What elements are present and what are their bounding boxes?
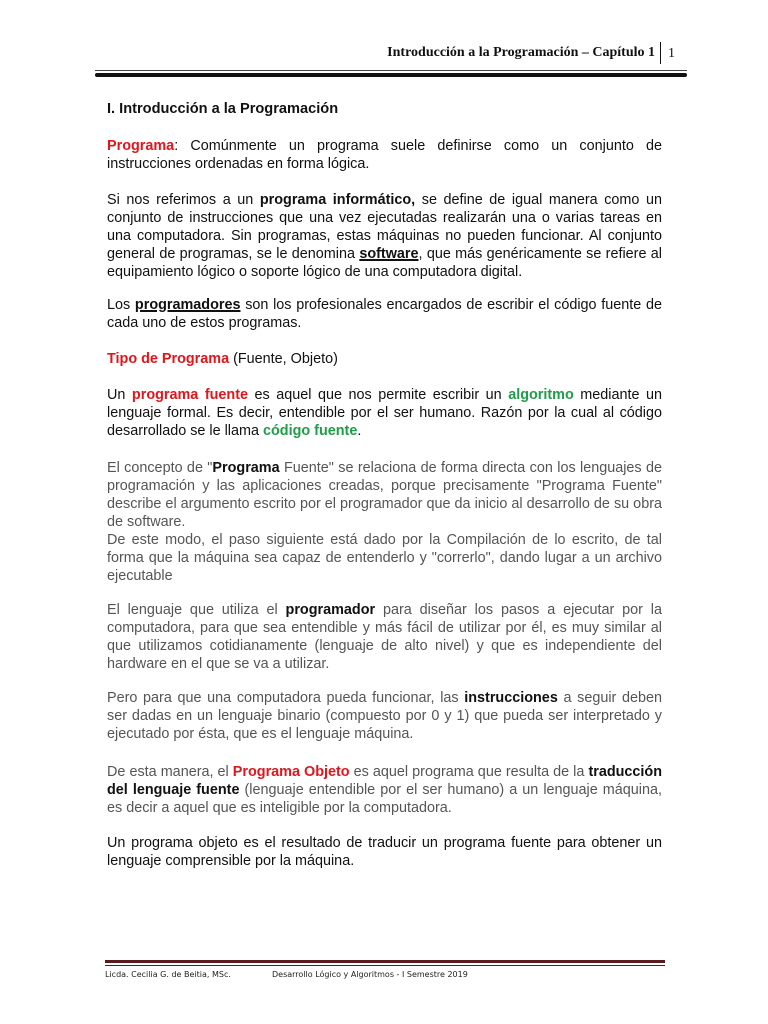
text: El concepto de " <box>107 460 213 476</box>
term-programa: Programa <box>212 460 280 476</box>
paragraph-programa <box>107 137 662 173</box>
footer-author: Licda. Cecilia G. de Beitia, MSc. <box>105 970 231 979</box>
text: Si nos referimos a un <box>107 192 260 208</box>
term-programador: programador <box>285 602 376 618</box>
text: son los profesionales encargados de escribir el código fuente de cada uno de estos programas. <box>107 297 662 331</box>
term-algoritmo: algoritmo <box>508 387 574 403</box>
subheading-tipo-programa <box>107 350 662 368</box>
footer-course: Desarrollo Lógico y Algoritmos - I Semestre 2019 <box>272 970 468 979</box>
text: Pero para que una computadora pueda funcionar, las <box>107 690 465 706</box>
term-programa-informatico: programa informático, <box>259 192 416 208</box>
section-heading: I. Introducción a la Programación <box>107 101 339 117</box>
text: Los <box>107 297 135 313</box>
paragraph-instrucciones <box>107 689 662 743</box>
text: es aquel programa que resulta de la <box>349 764 589 780</box>
page-number: 1 <box>668 46 675 61</box>
text: El lenguaje que utiliza el <box>107 602 286 618</box>
text: es aquel que nos permite escribir un <box>248 387 509 403</box>
text: De esta manera, el <box>107 764 233 780</box>
text: se define de igual manera como un conjunto de instrucciones que una vez ejecutadas realizarán una o varias tareas en una computadora. Sin programas, estas máquinas no pueden funcionar. Al conjunto general de programas, se le denomina <box>107 192 662 262</box>
term-programadores: programadores <box>134 297 241 313</box>
paragraph-programa-fuente <box>107 386 662 440</box>
term-codigo-fuente: código fuente <box>262 423 358 439</box>
paragraph-programa-objeto <box>107 763 662 817</box>
text: . <box>357 423 362 439</box>
text: (Fuente, Objeto) <box>229 351 338 367</box>
text: (lenguaje entendible por el ser humano) a un lenguaje máquina, es decir a aquel que es inteligible por la computadora. <box>107 782 662 816</box>
term-traduccion: traducción del lenguaje fuente <box>107 764 662 798</box>
text: a seguir deben ser dadas en un lenguaje binario (compuesto por 0 y 1) que pueda ser interpretado y ejecutado por ésta, que es el lenguaje máquina. <box>107 690 662 742</box>
paragraph-informatico <box>107 191 662 281</box>
term-tipo-programa: Tipo de Programa <box>107 351 230 367</box>
footer-rule-thin <box>105 965 665 966</box>
text: Un <box>107 387 132 403</box>
header-rule-thin <box>95 70 687 71</box>
text: , que más genéricamente se refiere al equipamiento lógico o soporte lógico de una computadora digital. <box>107 246 662 280</box>
text: mediante un lenguaje formal. Es decir, entendible por el ser humano. Razón por la cual al código desarrollado se le llama <box>107 387 663 439</box>
header-separator <box>660 42 661 64</box>
term-programa: Programa <box>107 138 175 154</box>
term-instrucciones: instrucciones <box>464 690 558 706</box>
paragraph-lenguaje <box>107 601 662 673</box>
paragraph-programadores <box>107 296 662 332</box>
header-title: Introducción a la Programación – Capítulo 1 <box>387 45 655 60</box>
header-rule-thick <box>95 73 687 77</box>
text: : Comúnmente un programa suele definirse como un conjunto de instrucciones ordenadas en forma lógica. <box>107 138 662 172</box>
paragraph-conclusion: Un programa objeto es el resultado de traducir un programa fuente para obtener un lenguaje comprensible por la máquina. <box>107 835 662 869</box>
term-software: software <box>359 246 419 262</box>
text: Fuente" se relaciona de forma directa con los lenguajes de programación y las aplicaciones creadas, porque precisamente "Programa Fuente" describe el argumento escrito por el programador que da inicio al desarrollo de su obra de software. <box>107 460 662 530</box>
text: para diseñar los pasos a ejecutar por la computadora, para que sea entendible y más fácil de utilizar por él, es muy similar al que utilizamos cotidianamente (lenguaje de alto nivel) y que es independiente del hardware en el que se va a utilizar. <box>107 602 662 672</box>
paragraph-concepto <box>107 459 662 585</box>
term-programa-objeto: Programa Objeto <box>232 764 350 780</box>
term-programa-fuente: programa fuente <box>131 387 248 403</box>
text: De este modo, el paso siguiente está dado por la Compilación de lo escrito, de tal forma que la máquina sea capaz de entenderlo y "correrlo", dando lugar a un archivo ejecutable <box>107 532 662 584</box>
footer-rule-thick <box>105 960 665 963</box>
